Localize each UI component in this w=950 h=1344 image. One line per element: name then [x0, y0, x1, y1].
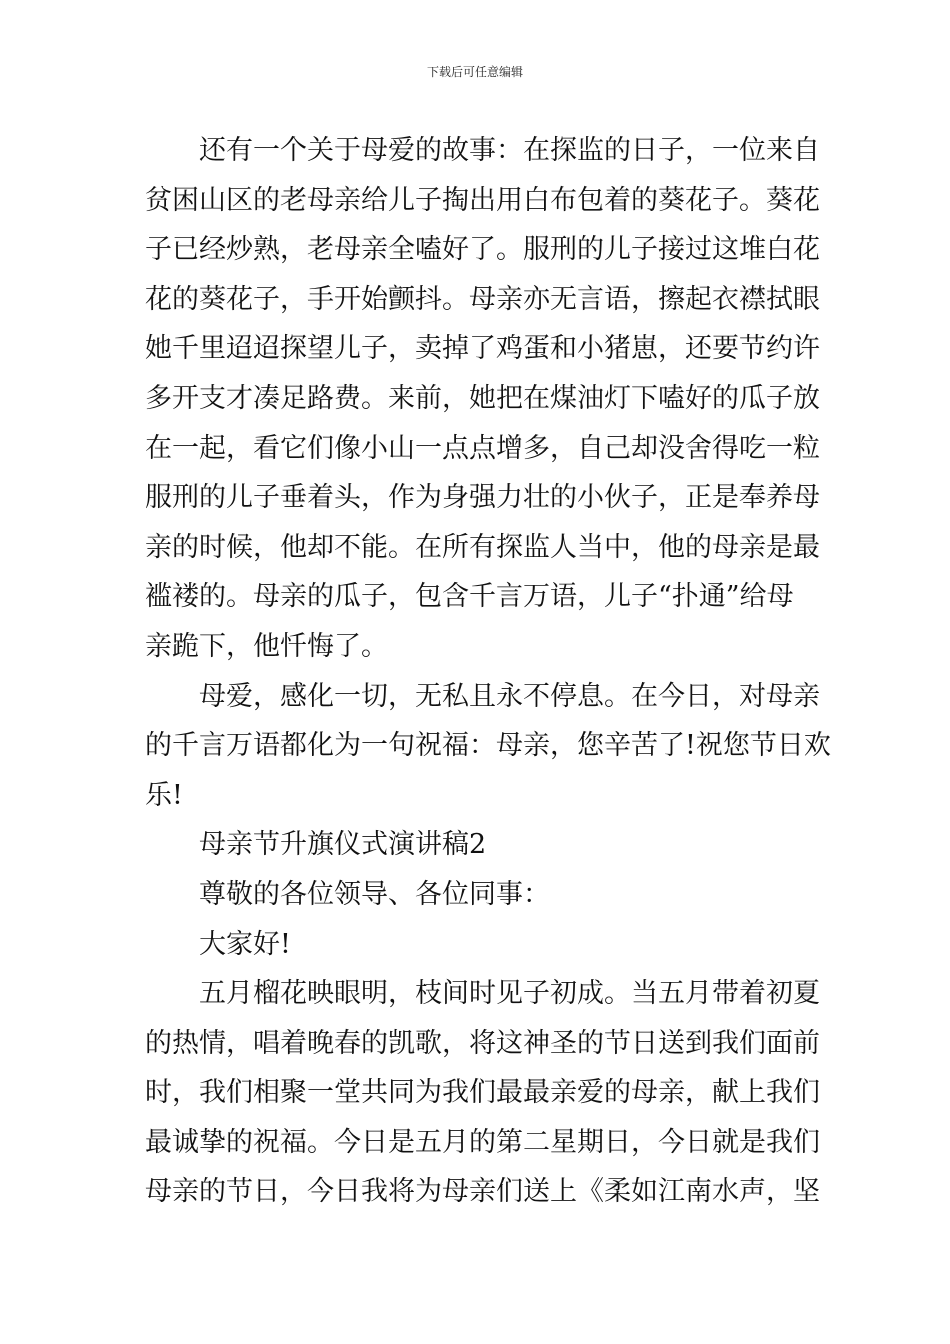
text-line: 五月榴花映眼明，枝间时见子初成。当五月带着初夏 — [199, 978, 820, 1010]
text-line: 子已经炒熟，老母亲全嗑好了。服刑的儿子接过这堆白花 — [145, 234, 820, 266]
text-line: 贫困山区的老母亲给儿子掏出用白布包着的葵花子。葵花 — [145, 184, 820, 216]
text-line: 亲跪下，他忏悔了。 — [145, 630, 388, 662]
salutation: 尊敬的各位领导、各位同事： — [199, 878, 550, 910]
document-body — [145, 126, 831, 1217]
text-line: 时，我们相聚一堂共同为我们最最亲爱的母亲，献上我们 — [145, 1077, 820, 1109]
text-line: 的千言万语都化为一句祝福：母亲，您辛苦了!祝您节日欢 — [145, 730, 831, 762]
greeting: 大家好! — [199, 928, 291, 960]
text-line: 花的葵花子，手开始颤抖。母亲亦无言语，擦起衣襟拭眼 — [145, 283, 820, 315]
text-line: 还有一个关于母爱的故事：在探监的日子，一位来自 — [199, 135, 820, 166]
text-line: 在一起，看它们像小山一点点增多，自己却没舍得吃一粒 — [145, 432, 820, 464]
text-line: 的热情，唱着晚春的凯歌，将这神圣的节日送到我们面前 — [145, 1027, 820, 1059]
page-header-note: 下载后可任意编辑 — [426, 65, 523, 79]
text-line: 她千里迢迢探望儿子，卖掉了鸡蛋和小猪崽，还要节约许 — [145, 333, 820, 365]
text-line: 乐! — [145, 779, 183, 811]
text-line: 服刑的儿子垂着头，作为身强力壮的小伙子，正是奉养母 — [145, 482, 820, 514]
text-line: 褴褛的。母亲的瓜子，包含千言万语，儿子“扑通”给母 — [145, 581, 794, 613]
section-title: 母亲节升旗仪式演讲稿2 — [199, 829, 487, 861]
text-line: 亲的时候，他却不能。在所有探监人当中，他的母亲是最 — [145, 531, 820, 563]
text-line: 母亲的节日，今日我将为母亲们送上《柔如江南水声，坚 — [145, 1176, 820, 1208]
text-line: 母爱，感化一切，无私且永不停息。在今日，对母亲 — [199, 680, 820, 712]
text-line: 最诚挚的祝福。今日是五月的第二星期日，今日就是我们 — [145, 1126, 820, 1158]
text-line: 多开支才凑足路费。来前，她把在煤油灯下嗑好的瓜子放 — [145, 382, 820, 414]
